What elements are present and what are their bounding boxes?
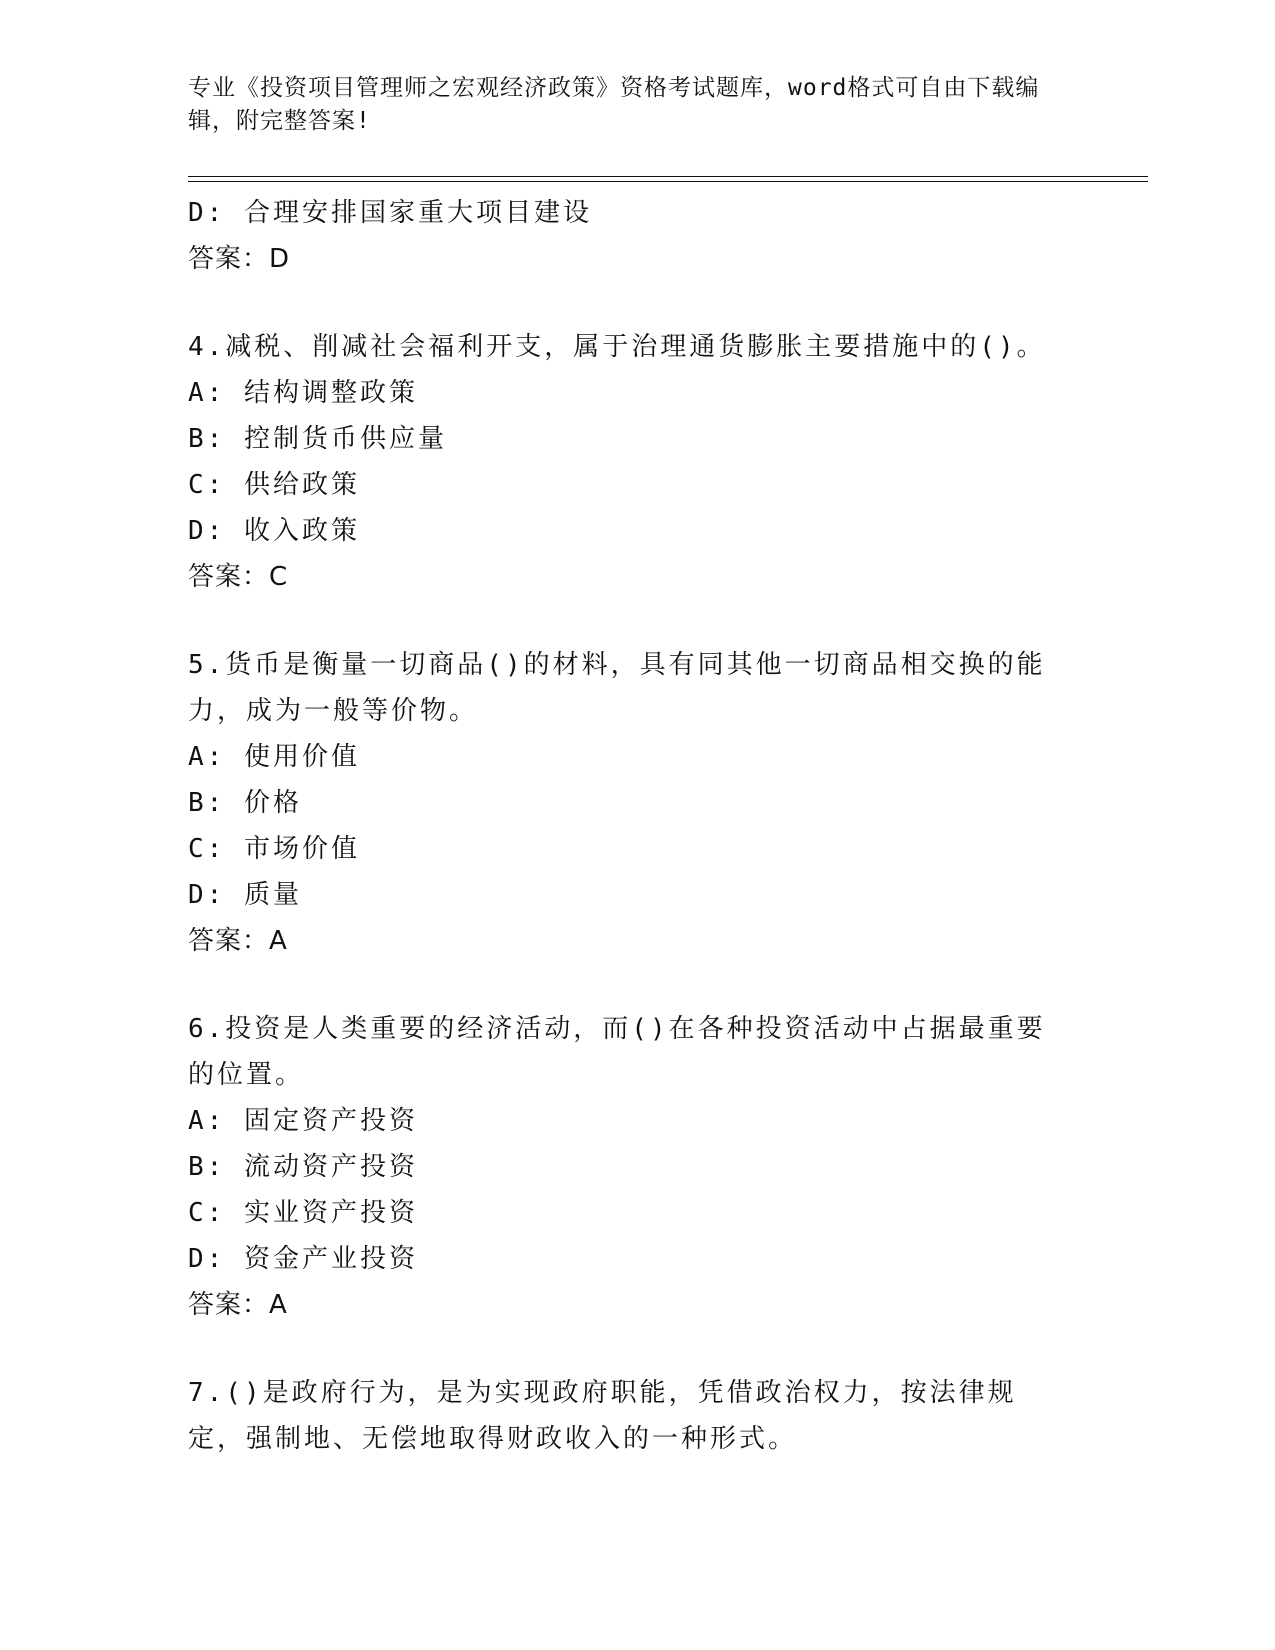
option-d: D: 资金产业投资 xyxy=(188,1244,418,1274)
answer-line: 答案：A xyxy=(188,926,288,956)
option-a: A: 使用价值 xyxy=(188,742,360,772)
option-b: B: 控制货币供应量 xyxy=(188,424,447,454)
option-a: A: 固定资产投资 xyxy=(188,1106,418,1136)
question-text: 6.投资是人类重要的经济活动，而()在各种投资活动中占据最重要的位置。 xyxy=(188,1014,1046,1090)
question-block-5 xyxy=(188,642,1088,964)
option-d: D: 收入政策 xyxy=(188,516,360,546)
header-rule-top xyxy=(188,176,1148,177)
option-c: C: 市场价值 xyxy=(188,834,360,864)
answer-line: 答案：D xyxy=(188,244,291,274)
question-text: 4.减税、削减社会福利开支，属于治理通货膨胀主要措施中的()。 xyxy=(188,332,1046,362)
question-block-6 xyxy=(188,1006,1088,1328)
option-a: A: 结构调整政策 xyxy=(188,378,418,408)
option-b: B: 价格 xyxy=(188,788,302,818)
option-c: C: 供给政策 xyxy=(188,470,360,500)
option-d: D: 质量 xyxy=(188,880,302,910)
header-text: 专业《投资项目管理师之宏观经济政策》资格考试题库，word格式可自由下载编辑，附完整答案! xyxy=(188,75,1040,134)
answer-line: 答案：C xyxy=(188,562,289,592)
question-content xyxy=(188,190,1088,1462)
question-text: 5.货币是衡量一切商品()的材料，具有同其他一切商品相交换的能力，成为一般等价物。 xyxy=(188,650,1046,726)
header-rule-bottom xyxy=(188,181,1148,182)
option-b: B: 流动资产投资 xyxy=(188,1152,418,1182)
question-text: 7.()是政府行为，是为实现政府职能，凭借政治权力，按法律规定，强制地、无偿地取得财政收入的一种形式。 xyxy=(188,1378,1017,1454)
option-c: C: 实业资产投资 xyxy=(188,1198,418,1228)
question-block-7 xyxy=(188,1370,1088,1462)
option-d: D: 合理安排国家重大项目建设 xyxy=(188,198,592,228)
answer-line: 答案：A xyxy=(188,1290,288,1320)
question-block-4 xyxy=(188,324,1088,600)
